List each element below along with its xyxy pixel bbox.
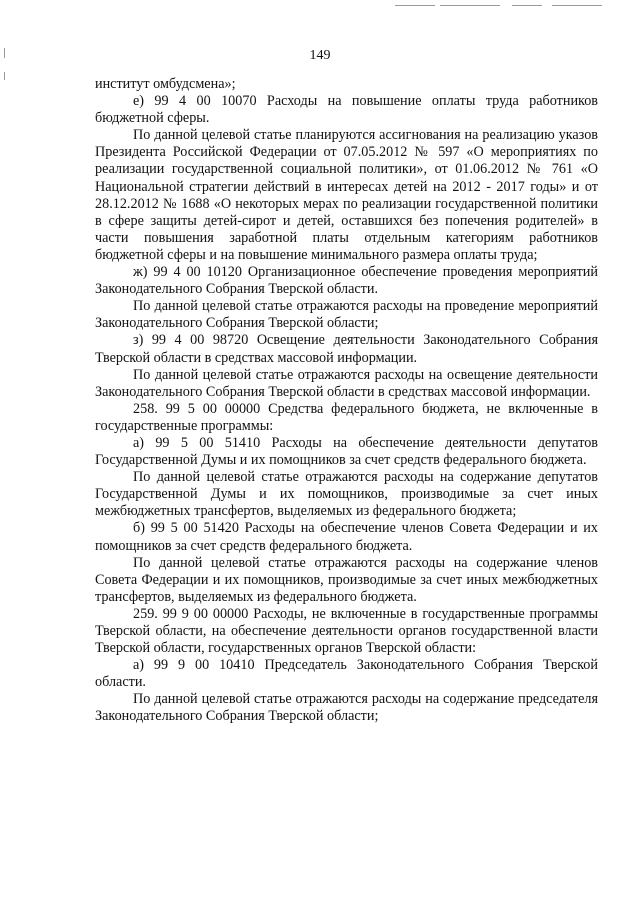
paragraph: ж) 99 4 00 10120 Организационное обеспечение проведения мероприятий Законодательного Собрания Тверской области. [95, 264, 598, 298]
paragraph: б) 99 5 00 51420 Расходы на обеспечение членов Совета Федерации и их помощников за счет средств федерального бюджета. [95, 520, 598, 554]
scan-artifact-line [552, 5, 602, 6]
paragraph: е) 99 4 00 10070 Расходы на повышение оплаты труда работников бюджетной сферы. [95, 93, 598, 127]
paragraph: а) 99 9 00 10410 Председатель Законодательного Собрания Тверской области. [95, 657, 598, 691]
paragraph: 259. 99 9 00 00000 Расходы, не включенные в государственные программы Тверской области, на обеспечение деятельности органов государственной власти Тверской области, государственных органов Тверской области: [95, 605, 598, 657]
page-number: 149 [309, 48, 331, 63]
scan-artifact-line [440, 5, 500, 6]
document-body [95, 76, 598, 726]
scan-artifact-line [395, 5, 435, 6]
paragraph: По данной целевой статье планируются ассигнования на реализацию указов Президента Российской Федерации от 07.05.2012 № 597 «О мероприятиях по реализации государственной социальной политики», от 01.06.2012 № 761 «О Национальной стратегии действий в интересах детей на 2012 - 2017 годы» и от 28.12.2012 № 1688 «О некоторых мерах по реализации государственной политики в сфере защиты детей-сирот и детей, оставшихся без попечения родителей» в части повышения заработной платы отдельным категориям работников бюджетной сферы и на повышение минимального размера оплаты труда; [95, 127, 598, 263]
paragraph: По данной целевой статье отражаются расходы на проведение мероприятий Законодательного Собрания Тверской области; [95, 298, 598, 332]
paragraph: институт омбудсмена»; [95, 76, 236, 92]
paragraph: з) 99 4 00 98720 Освещение деятельности Законодательного Собрания Тверской области в средствах массовой информации. [95, 332, 598, 366]
paragraph: По данной целевой статье отражаются расходы на содержание депутатов Государственной Думы и их помощников, производимые за счет иных межбюджетных трансфертов, выделяемых из федерального бюджета; [95, 469, 598, 520]
paragraph: а) 99 5 00 51410 Расходы на обеспечение деятельности депутатов Государственной Думы и их помощников за счет средств федерального бюджета. [95, 434, 598, 469]
paragraph: 258. 99 5 00 00000 Средства федерального бюджета, не включенные в государственные программы: [95, 400, 598, 434]
scan-artifact-line [512, 5, 542, 6]
paragraph: По данной целевой статье отражаются расходы на освещение деятельности Законодательного Собрания Тверской области в средствах массовой информации. [95, 366, 598, 400]
paragraph: По данной целевой статье отражаются расходы на содержание членов Совета Федерации и их помощников, производимые за счет иных межбюджетных трансфертов, выделяемых из федерального бюджета. [95, 554, 598, 605]
paragraph: По данной целевой статье отражаются расходы на содержание председателя Законодательного Собрания Тверской области; [95, 691, 598, 725]
scan-edge-mark [4, 72, 5, 80]
